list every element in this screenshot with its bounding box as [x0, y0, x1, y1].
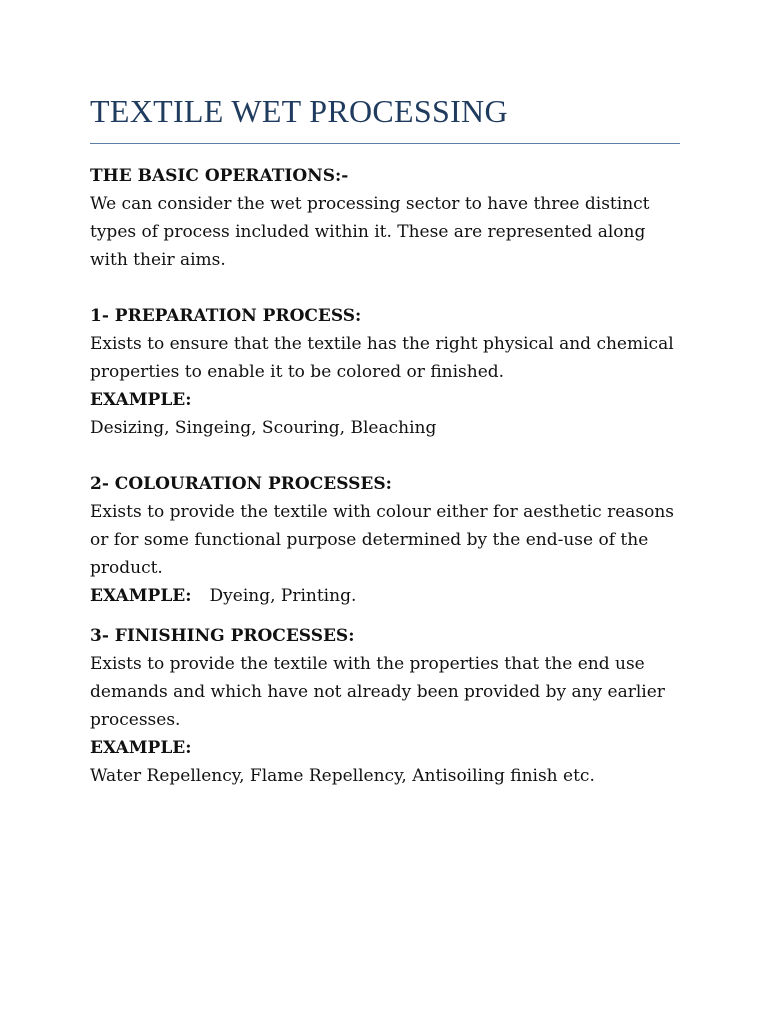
intro-line: with their aims. [90, 250, 226, 270]
example-label: EXAMPLE: [90, 586, 192, 606]
section-heading-colouration: 2- COLOURATION PROCESSES: [90, 474, 392, 494]
section-heading-preparation: 1- PREPARATION PROCESS: [90, 306, 362, 326]
section-line: Exists to provide the textile with the properties that the end use [90, 654, 645, 674]
intro-line: We can consider the wet processing sector to have three distinct [90, 194, 650, 214]
spacer [90, 610, 690, 622]
title-divider [90, 143, 680, 144]
section-line: product. [90, 558, 163, 578]
section-heading-finishing: 3- FINISHING PROCESSES: [90, 626, 355, 646]
example-value: Dyeing, Printing. [209, 586, 357, 606]
section-line: processes. [90, 710, 181, 730]
section-line: properties to enable it to be colored or finished. [90, 362, 505, 382]
section-line: demands and which have not already been provided by any earlier [90, 682, 665, 702]
example-value: Desizing, Singeing, Scouring, Bleaching [90, 418, 437, 438]
document-title: TEXTILE WET PROCESSING [90, 93, 508, 129]
spacer [90, 274, 690, 302]
section-line: Exists to ensure that the textile has the right physical and chemical [90, 334, 674, 354]
example-value: Water Repellency, Flame Repellency, Antisoiling finish etc. [90, 766, 595, 786]
intro-heading: THE BASIC OPERATIONS:- [90, 166, 349, 186]
example-label: EXAMPLE: [90, 390, 192, 410]
intro-line: types of process included within it. These are represented along [90, 222, 646, 242]
example-row [90, 582, 690, 610]
document-body [90, 162, 690, 790]
spacer [90, 442, 690, 470]
section-line: Exists to provide the textile with colour either for aesthetic reasons [90, 502, 675, 522]
section-line: or for some functional purpose determined by the end-use of the [90, 530, 649, 550]
example-label: EXAMPLE: [90, 738, 192, 758]
